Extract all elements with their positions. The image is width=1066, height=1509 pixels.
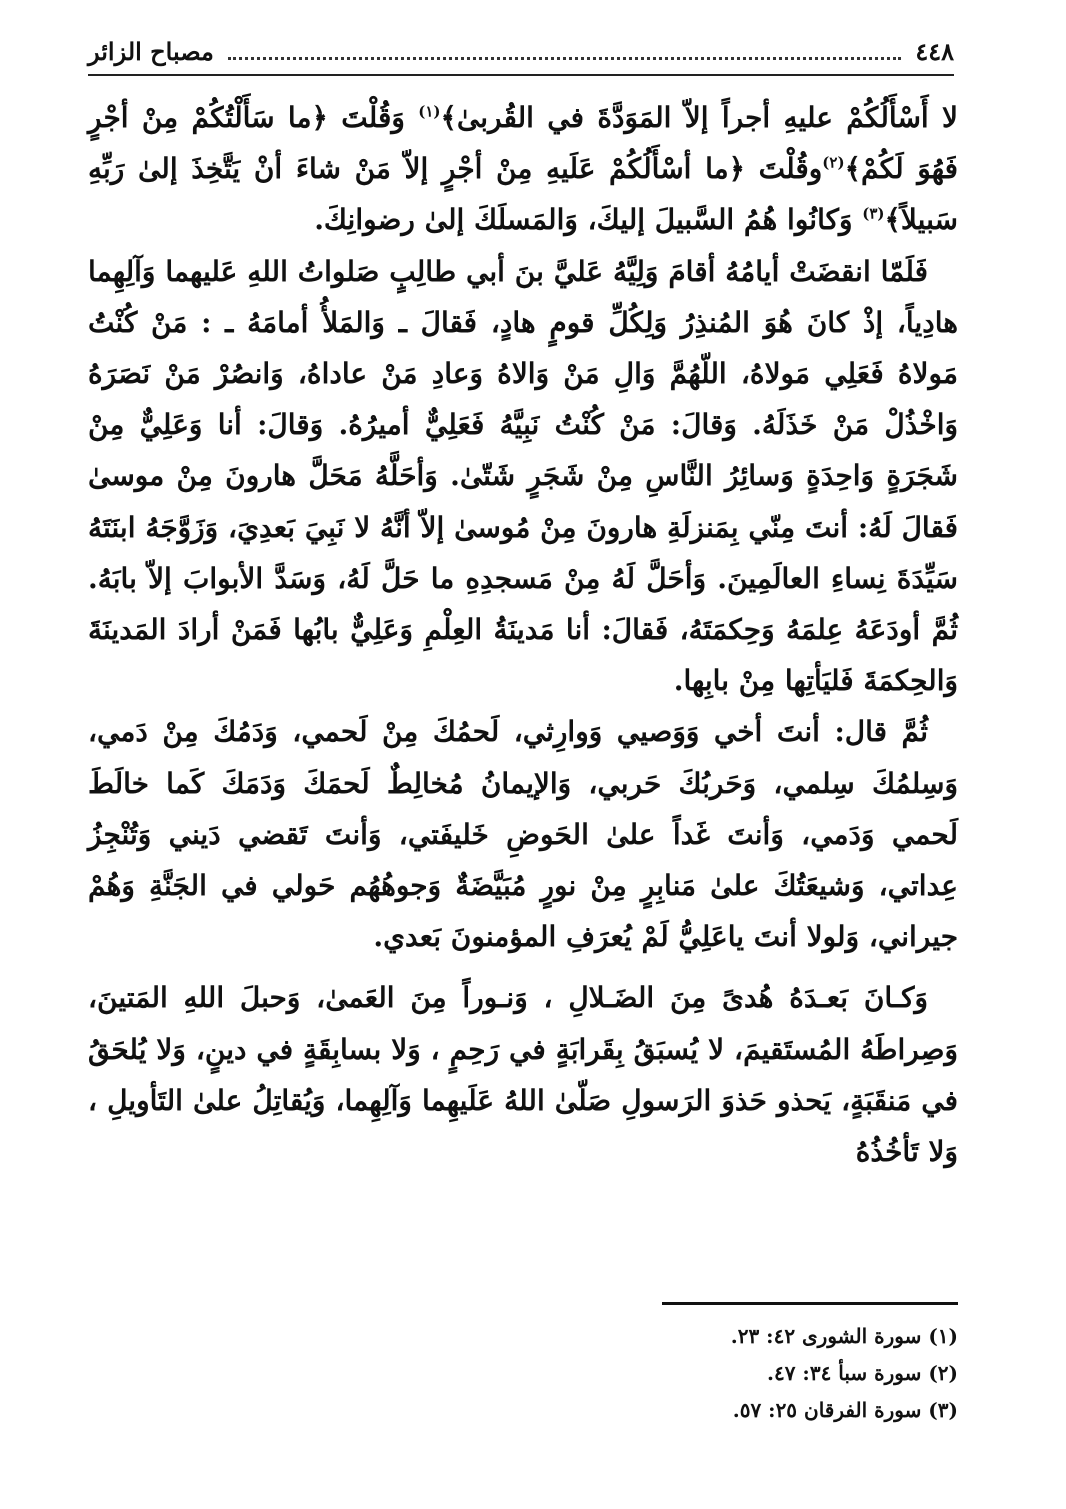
text-segment: وَكانُوا هُمُ السَّبيلَ إليكَ، وَالمَسلَكَ إلىٰ رضوانِكَ. [314,203,863,237]
page-number: ٤٤٨ [915,36,954,66]
footnote-2: (٢) سورة سبأ ٣٤: ٤٧. [767,1361,958,1385]
text-segment: وقُلْتَ ﴿ما أسْأَلُكُمْ عَلَيهِ مِنْ أجْرٍ إلاّ مَنْ شاءَ أنْ يَتَّخِذَ إلىٰ رَبِّهِ سَبيلاً﴾ [88,152,958,237]
paragraph-3 [88,706,958,962]
paragraph-2 [88,246,958,707]
footnote-separator [662,1302,958,1305]
book-title: مصباح الزائر [88,36,214,66]
paragraph-4 [88,972,958,1177]
text-segment: وَقُلْتَ ﴿ما سَأَلْتُكُمْ مِنْ أجْرٍ فَهُوَ لَكُمْ﴾ [88,101,958,186]
text-segment: وَكـانَ بَعـدَهُ هُدىً مِنَ الضَـلالِ ، وَنـوراً مِنَ العَمىٰ، وَحبلَ اللهِ المَتينَ، وَصِراطَهُ المُستَقيمَ، لا يُسبَقُ بِقَرابَةٍ في رَحِمٍ ، وَلا بسابِقَةٍ في دينٍ، وَلا يُلحَقُ في مَنقَبَةٍ، يَحذو حَذوَ الرَسولِ صَلّىٰ اللهُ عَلَيهِما وَآلِهِما، وَيُقاتِلُ علىٰ التَأويلِ ، وَلا تَأخُذُهُ [88,981,958,1169]
main-text [88,92,958,1177]
text-segment: لا أَسْأَلُكُمْ عليهِ أجراً إلاّ المَوَدَّةَ في القُربىٰ﴾ [440,101,958,134]
text-segment: ثُمَّ قال: أنتَ أخي وَوَصيي وَوارِثي، لَحمُكَ مِنْ لَحمي، وَدَمُكَ مِنْ دَمي، وَسِلمُكَ سِلمي، وَحَربُكَ حَربي، وَالإيمانُ مُخالِطٌ لَحمَكَ وَدَمَكَ كَما خالَطَ لَحمي وَدَمي، وَأنتَ غَداً علىٰ الحَوضِ خَليفَتي، وَأنتَ تَقضي دَيني وَتُنْجِزُ عِداتي، وَشيعَتُكَ علىٰ مَنابِرٍ مِنْ نورٍ مُبَيَّضَةٌ وَجوهُهُم حَولي في الجَنَّةِ وَهُمْ جيراني، وَلولا أنتَ ياعَلِيُّ لَمْ يُعرَفِ المؤمنونَ بَعدي. [88,715,958,954]
footnotes [258,1318,958,1429]
footnote-1: (١) سورة الشورى ٤٢: ٢٣. [730,1324,958,1348]
footnote-marker: (٢) [822,153,845,172]
footnote-marker: (٣) [862,205,885,224]
paragraph-1 [88,92,958,246]
footnote-marker: (١) [418,102,441,121]
footnote-3: (٣) سورة الفرقان ٢٥: ٥٧. [732,1398,958,1422]
page-header [88,28,954,76]
dotted-leader [228,43,901,60]
text-segment: فَلَمّا انقضَتْ أيامُهُ أقامَ وَلِيَّهُ عَليَّ بنَ أبي طالِبٍ صَلواتُ اللهِ عَليهما وَآلِهِما هادِياً، إذْ كانَ هُوَ المُنذِرُ وَلِكُلِّ قومٍ هادٍ، فَقالَ ـ وَالمَلأُ أمامَهُ ـ : مَنْ كُنْتُ مَولاهُ فَعَلِي مَولاهُ، اللّهُمَّ وَالِ مَنْ وَالاهُ وَعادِ مَنْ عاداهُ، وَانصُرْ مَنْ نَصَرَهُ وَاخْذُلْ مَنْ خَذَلَهُ. وَقالَ: مَنْ كُنْتُ نَبِيَّهُ فَعَلِيٌّ أميرُهُ. وَقالَ: أنا وَعَلِيٌّ مِنْ شَجَرَةٍ وَاحِدَةٍ وَسائِرُ النَّاسِ مِنْ شَجَرٍ شَتّىٰ. وَأحَلَّهُ مَحَلَّ هارونَ مِنْ موسىٰ فَقالَ لَهُ: أنتَ مِنّي بِمَنزلَةِ هارونَ مِنْ مُوسىٰ إلاّ أنَّهُ لا نَبِيَ بَعدِيَ، وَزَوَّجَهُ ابنَتَهُ سَيِّدَةَ نِساءِ العالَمِينَ. وَأحَلَّ لَهُ مِنْ مَسجدِهِ ما حَلَّ لَهُ، وَسَدَّ الأبوابَ إلاّ بابَهُ. ثُمَّ أودَعَهُ عِلمَهُ وَحِكمَتَهُ، فَقالَ: أنا مَدينَةُ العِلْمِ وَعَلِيٌّ بابُها فَمَنْ أرادَ المَدينَةَ وَالحِكمَةَ فَليَأتِها مِنْ بابِها. [88,254,958,698]
